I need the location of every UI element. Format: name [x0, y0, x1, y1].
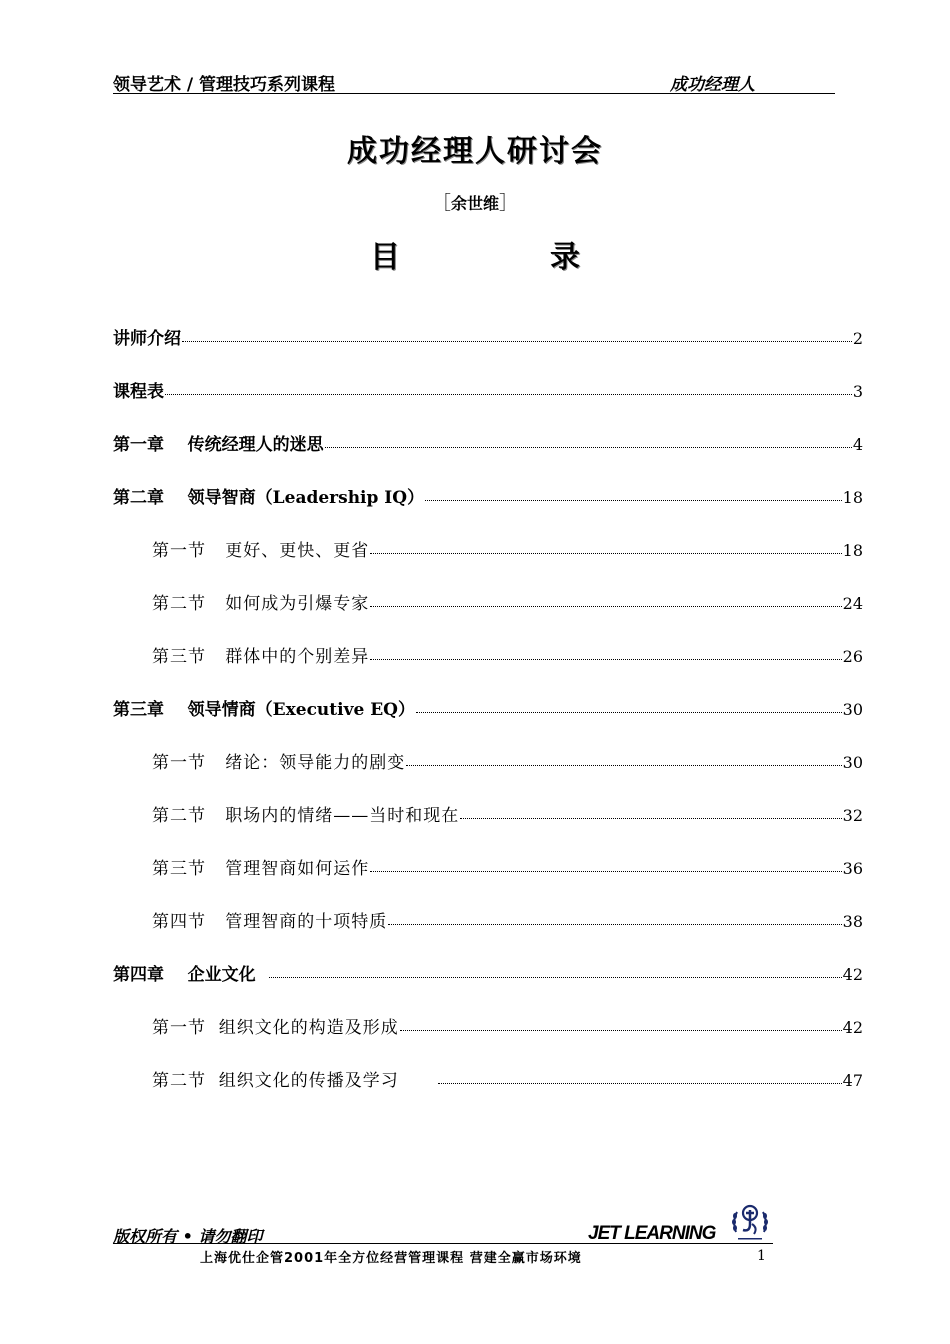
toc-dot-leader [406, 749, 841, 766]
page-number: 1 [757, 1248, 766, 1264]
toc-section-entry[interactable] [113, 802, 863, 855]
author-line [0, 188, 950, 215]
toc-dot-leader [370, 855, 841, 872]
toc-entry-label: 第二节 如何成为引爆专家 [152, 594, 370, 614]
toc-heading-right: 录 [550, 240, 580, 275]
toc-entry-page: 30 [842, 753, 863, 772]
toc-dot-leader [425, 484, 842, 501]
author-bracket-open: ［ [431, 192, 451, 214]
toc-dot-leader [388, 908, 841, 925]
toc-entry-label: 讲师介绍 [113, 329, 181, 349]
toc-dot-leader [416, 696, 842, 713]
toc-entry-page: 4 [852, 435, 863, 454]
toc-dot-leader [269, 961, 842, 978]
toc-chapter-entry[interactable] [113, 378, 863, 431]
toc-entry-label: 第四章 企业文化 [113, 965, 268, 985]
toc-dot-leader [370, 643, 841, 660]
jet-learning-logo-icon [728, 1202, 772, 1242]
footer-brand: JET LEARNING [588, 1223, 716, 1244]
toc-dot-leader [438, 1067, 841, 1084]
toc-chapter-entry[interactable] [113, 484, 863, 537]
page-footer [113, 1224, 773, 1244]
toc-entry-page: 3 [852, 382, 863, 401]
toc-entry-page: 18 [842, 488, 863, 507]
toc-entry-label: 第二节 职场内的情绪——当时和现在 [152, 806, 460, 826]
footer-tagline: 上海优仕企管2001年全方位经营管理课程 营建全赢市场环境 [200, 1251, 582, 1266]
toc-entry-label: 第一节 更好、更快、更省 [152, 541, 370, 561]
toc-entry-page: 24 [842, 594, 863, 613]
toc-dot-leader [182, 325, 852, 342]
toc-heading [0, 232, 950, 276]
footer-copyright: 版权所有 • 请勿翻印 [113, 1227, 263, 1246]
toc-dot-leader [325, 431, 852, 448]
toc-dot-leader [165, 378, 852, 395]
toc-section-entry[interactable] [113, 908, 863, 961]
author-name: 余世维 [450, 194, 499, 213]
toc-entry-page: 30 [842, 700, 863, 719]
table-of-contents [113, 325, 863, 1120]
toc-entry-label: 第一节 绪论：领导能力的剧变 [152, 753, 406, 773]
toc-entry-label: 课程表 [113, 382, 164, 402]
header-course-name: 成功经理人 [670, 75, 755, 95]
toc-heading-left: 目 [370, 240, 400, 275]
toc-chapter-entry[interactable] [113, 961, 863, 1014]
toc-chapter-entry[interactable] [113, 431, 863, 484]
toc-entry-page: 2 [852, 329, 863, 348]
toc-entry-label: 第二节 组织文化的传播及学习 [152, 1071, 438, 1091]
toc-entry-label: 第一章 传统经理人的迷思 [113, 435, 324, 455]
document-title: 成功经理人研讨会 [347, 134, 603, 169]
toc-entry-label: 第三节 群体中的个别差异 [152, 647, 370, 667]
toc-entry-label: 第三章 领导情商（Executive EQ） [113, 700, 415, 720]
toc-entry-page: 36 [842, 859, 863, 878]
header-series-title: 领导艺术 / 管理技巧系列课程 [113, 75, 336, 95]
author-bracket-close: ］ [499, 192, 519, 214]
toc-entry-label: 第四节 管理智商的十项特质 [152, 912, 388, 932]
toc-section-entry[interactable] [113, 855, 863, 908]
toc-entry-page: 42 [842, 965, 863, 984]
toc-entry-page: 47 [842, 1071, 863, 1090]
toc-entry-label: 第三节 管理智商如何运作 [152, 859, 370, 879]
toc-section-entry[interactable] [113, 1014, 863, 1067]
toc-chapter-entry[interactable] [113, 325, 863, 378]
toc-section-entry[interactable] [113, 590, 863, 643]
toc-entry-page: 18 [842, 541, 863, 560]
toc-entry-page: 42 [842, 1018, 863, 1037]
toc-section-entry[interactable] [113, 749, 863, 802]
toc-entry-label: 第一节 组织文化的构造及形成 [152, 1018, 399, 1038]
toc-entry-page: 26 [842, 647, 863, 666]
toc-dot-leader [370, 590, 841, 607]
toc-entry-page: 32 [842, 806, 863, 825]
toc-chapter-entry[interactable] [113, 696, 863, 749]
toc-dot-leader [460, 802, 841, 819]
toc-section-entry[interactable] [113, 1067, 863, 1120]
toc-entry-page: 38 [842, 912, 863, 931]
toc-section-entry[interactable] [113, 537, 863, 590]
toc-dot-leader [370, 537, 841, 554]
toc-dot-leader [400, 1014, 842, 1031]
toc-entry-label: 第二章 领导智商（Leadership IQ） [113, 488, 425, 508]
toc-section-entry[interactable] [113, 643, 863, 696]
page-header [113, 68, 835, 94]
